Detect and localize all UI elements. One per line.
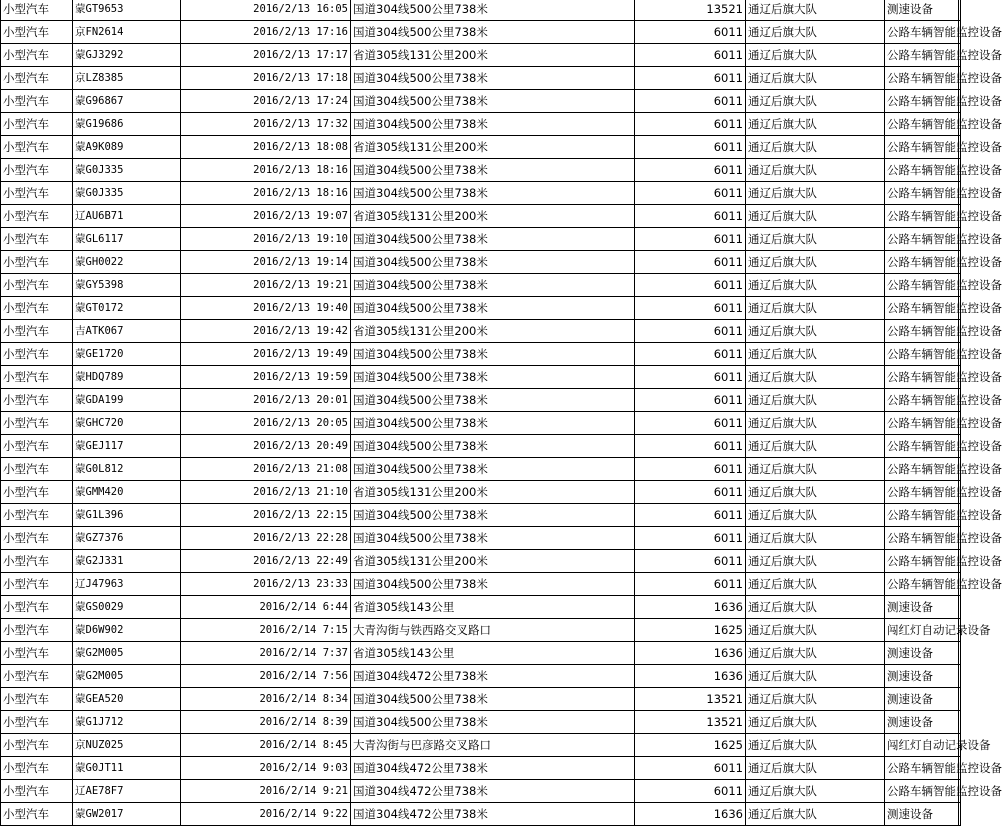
- violation-code-cell[interactable]: 6011: [635, 67, 746, 90]
- table-body: [1, 0, 1002, 826]
- table-row: [1, 527, 961, 550]
- violation-code-cell[interactable]: 6011: [635, 44, 746, 67]
- location-cell[interactable]: 国道304线500公里738米: [351, 458, 635, 481]
- violation-time-cell[interactable]: 2016/2/14 9:03: [181, 757, 351, 780]
- department-cell[interactable]: 通辽后旗大队: [746, 67, 885, 90]
- vehicle-type-cell[interactable]: 小型汽车: [1, 619, 73, 642]
- location-cell[interactable]: 省道305线131公里200米: [351, 136, 635, 159]
- location-cell[interactable]: 大青沟街与巴彦路交叉路口: [351, 734, 635, 757]
- location-cell[interactable]: 国道304线500公里738米: [351, 527, 635, 550]
- table-row: [1, 205, 961, 228]
- capture-device-cell[interactable]: 公路车辆智能监控设备: [885, 481, 959, 504]
- table-row: [1, 665, 961, 688]
- location-cell[interactable]: 省道305线143公里: [351, 596, 635, 619]
- location-cell[interactable]: 国道304线500公里738米: [351, 90, 635, 113]
- capture-device-cell[interactable]: 测速设备: [885, 0, 959, 21]
- location-cell[interactable]: 国道304线472公里738米: [351, 757, 635, 780]
- department-cell[interactable]: 通辽后旗大队: [746, 550, 885, 573]
- violation-code-cell[interactable]: 6011: [635, 228, 746, 251]
- violation-code-cell[interactable]: 6011: [635, 389, 746, 412]
- location-cell[interactable]: 国道304线500公里738米: [351, 343, 635, 366]
- capture-device-cell[interactable]: 测速设备: [885, 688, 959, 711]
- department-cell[interactable]: 通辽后旗大队: [746, 0, 885, 21]
- table-row: [1, 228, 961, 251]
- table-row: [1, 619, 961, 642]
- plate-number-cell[interactable]: 辽J47963: [73, 573, 181, 596]
- department-cell[interactable]: 通辽后旗大队: [746, 366, 885, 389]
- vehicle-type-cell[interactable]: 小型汽车: [1, 90, 73, 113]
- capture-device-cell[interactable]: 公路车辆智能监控设备: [885, 113, 959, 136]
- location-cell[interactable]: 省道305线131公里200米: [351, 205, 635, 228]
- vehicle-type-cell[interactable]: 小型汽车: [1, 343, 73, 366]
- violation-code-cell[interactable]: 1625: [635, 734, 746, 757]
- violation-code-cell[interactable]: 1636: [635, 665, 746, 688]
- capture-device-cell[interactable]: 测速设备: [885, 803, 959, 826]
- capture-device-cell[interactable]: 公路车辆智能监控设备: [885, 757, 959, 780]
- location-cell[interactable]: 省道305线131公里200米: [351, 44, 635, 67]
- violation-time-cell[interactable]: 2016/2/14 9:21: [181, 780, 351, 803]
- plate-number-cell[interactable]: 蒙G2J331: [73, 550, 181, 573]
- vehicle-type-cell[interactable]: 小型汽车: [1, 44, 73, 67]
- vehicle-type-cell[interactable]: 小型汽车: [1, 481, 73, 504]
- violation-time-cell[interactable]: 2016/2/13 19:10: [181, 228, 351, 251]
- capture-device-cell[interactable]: 公路车辆智能监控设备: [885, 159, 959, 182]
- table-row: [1, 550, 961, 573]
- plate-number-cell[interactable]: 京LZ8385: [73, 67, 181, 90]
- violation-time-cell[interactable]: 2016/2/14 7:37: [181, 642, 351, 665]
- violation-time-cell[interactable]: 2016/2/13 17:24: [181, 90, 351, 113]
- department-cell[interactable]: 通辽后旗大队: [746, 136, 885, 159]
- violation-time-cell[interactable]: 2016/2/13 22:28: [181, 527, 351, 550]
- violation-time-cell[interactable]: 2016/2/13 18:16: [181, 182, 351, 205]
- table-row: [1, 803, 961, 826]
- plate-number-cell[interactable]: 蒙GZ7376: [73, 527, 181, 550]
- department-cell[interactable]: 通辽后旗大队: [746, 573, 885, 596]
- vehicle-type-cell[interactable]: 小型汽车: [1, 113, 73, 136]
- plate-number-cell[interactable]: 蒙A9K089: [73, 136, 181, 159]
- location-cell[interactable]: 国道304线500公里738米: [351, 228, 635, 251]
- violation-time-cell[interactable]: 2016/2/13 19:21: [181, 274, 351, 297]
- department-cell[interactable]: 通辽后旗大队: [746, 205, 885, 228]
- location-cell[interactable]: 国道304线500公里738米: [351, 435, 635, 458]
- vehicle-type-cell[interactable]: 小型汽车: [1, 688, 73, 711]
- table-row: [1, 67, 961, 90]
- plate-number-cell[interactable]: 蒙G0J335: [73, 182, 181, 205]
- table-row: [1, 0, 961, 21]
- plate-number-cell[interactable]: 蒙GW2017: [73, 803, 181, 826]
- table-row: [1, 642, 961, 665]
- capture-device-cell[interactable]: 公路车辆智能监控设备: [885, 67, 959, 90]
- capture-device-cell[interactable]: 测速设备: [885, 596, 959, 619]
- plate-number-cell[interactable]: 蒙G1L396: [73, 504, 181, 527]
- department-cell[interactable]: 通辽后旗大队: [746, 481, 885, 504]
- capture-device-cell[interactable]: 公路车辆智能监控设备: [885, 90, 959, 113]
- violation-code-cell[interactable]: 6011: [635, 412, 746, 435]
- department-cell[interactable]: 通辽后旗大队: [746, 711, 885, 734]
- violation-time-cell[interactable]: 2016/2/13 19:42: [181, 320, 351, 343]
- table-row: [1, 389, 961, 412]
- capture-device-cell[interactable]: 公路车辆智能监控设备: [885, 435, 959, 458]
- table-row: [1, 297, 961, 320]
- violation-code-cell[interactable]: 1636: [635, 642, 746, 665]
- violation-time-cell[interactable]: 2016/2/13 16:05: [181, 0, 351, 21]
- table-row: [1, 44, 961, 67]
- plate-number-cell[interactable]: 蒙G0L812: [73, 458, 181, 481]
- vehicle-type-cell[interactable]: 小型汽车: [1, 412, 73, 435]
- department-cell[interactable]: 通辽后旗大队: [746, 343, 885, 366]
- capture-device-cell[interactable]: 测速设备: [885, 711, 959, 734]
- location-cell[interactable]: 国道304线500公里738米: [351, 688, 635, 711]
- plate-number-cell[interactable]: 蒙GHC720: [73, 412, 181, 435]
- table-row: [1, 458, 961, 481]
- location-cell[interactable]: 国道304线500公里738米: [351, 389, 635, 412]
- vehicle-type-cell[interactable]: 小型汽车: [1, 136, 73, 159]
- violation-time-cell[interactable]: 2016/2/14 8:34: [181, 688, 351, 711]
- vehicle-type-cell[interactable]: 小型汽车: [1, 0, 73, 21]
- department-cell[interactable]: 通辽后旗大队: [746, 228, 885, 251]
- vehicle-type-cell[interactable]: 小型汽车: [1, 458, 73, 481]
- plate-number-cell[interactable]: 蒙GEJ117: [73, 435, 181, 458]
- violation-code-cell[interactable]: 1636: [635, 596, 746, 619]
- table-row: [1, 504, 961, 527]
- vehicle-type-cell[interactable]: 小型汽车: [1, 320, 73, 343]
- violation-code-cell[interactable]: 6011: [635, 113, 746, 136]
- violation-time-cell[interactable]: 2016/2/14 8:45: [181, 734, 351, 757]
- violation-time-cell[interactable]: 2016/2/13 20:01: [181, 389, 351, 412]
- vehicle-type-cell[interactable]: 小型汽车: [1, 251, 73, 274]
- table-row: [1, 711, 961, 734]
- location-cell[interactable]: 国道304线500公里738米: [351, 67, 635, 90]
- vehicle-type-cell[interactable]: 小型汽车: [1, 642, 73, 665]
- violation-time-cell[interactable]: 2016/2/14 6:44: [181, 596, 351, 619]
- violation-code-cell[interactable]: 6011: [635, 182, 746, 205]
- violation-code-cell[interactable]: 13521: [635, 0, 746, 21]
- table-row: [1, 481, 961, 504]
- vehicle-type-cell[interactable]: 小型汽车: [1, 504, 73, 527]
- vehicle-type-cell[interactable]: 小型汽车: [1, 573, 73, 596]
- location-cell[interactable]: 国道304线472公里738米: [351, 665, 635, 688]
- violation-code-cell[interactable]: 13521: [635, 688, 746, 711]
- violation-code-cell[interactable]: 6011: [635, 527, 746, 550]
- capture-device-cell[interactable]: 公路车辆智能监控设备: [885, 504, 959, 527]
- vehicle-type-cell[interactable]: 小型汽车: [1, 527, 73, 550]
- location-cell[interactable]: 国道304线500公里738米: [351, 274, 635, 297]
- table-row: [1, 780, 961, 803]
- department-cell[interactable]: 通辽后旗大队: [746, 803, 885, 826]
- table-row: [1, 688, 961, 711]
- location-cell[interactable]: 国道304线500公里738米: [351, 182, 635, 205]
- violation-code-cell[interactable]: 6011: [635, 274, 746, 297]
- plate-number-cell[interactable]: 蒙G2M005: [73, 642, 181, 665]
- capture-device-cell[interactable]: 公路车辆智能监控设备: [885, 343, 959, 366]
- location-cell[interactable]: 国道304线500公里738米: [351, 504, 635, 527]
- violation-code-cell[interactable]: 6011: [635, 251, 746, 274]
- table-row: [1, 757, 961, 780]
- capture-device-cell[interactable]: 公路车辆智能监控设备: [885, 527, 959, 550]
- location-cell[interactable]: 国道304线500公里738米: [351, 297, 635, 320]
- department-cell[interactable]: 通辽后旗大队: [746, 665, 885, 688]
- department-cell[interactable]: 通辽后旗大队: [746, 458, 885, 481]
- violation-code-cell[interactable]: 13521: [635, 711, 746, 734]
- vehicle-type-cell[interactable]: 小型汽车: [1, 159, 73, 182]
- location-cell[interactable]: 国道304线500公里738米: [351, 573, 635, 596]
- capture-device-cell[interactable]: 公路车辆智能监控设备: [885, 550, 959, 573]
- plate-number-cell[interactable]: 吉ATK067: [73, 320, 181, 343]
- plate-number-cell[interactable]: 蒙G2M005: [73, 665, 181, 688]
- location-cell[interactable]: 省道305线131公里200米: [351, 481, 635, 504]
- department-cell[interactable]: 通辽后旗大队: [746, 159, 885, 182]
- violation-code-cell[interactable]: 6011: [635, 297, 746, 320]
- fine-amount-cell[interactable]: [959, 0, 961, 21]
- table-row: [1, 343, 961, 366]
- violation-code-cell[interactable]: 1636: [635, 803, 746, 826]
- vehicle-type-cell[interactable]: 小型汽车: [1, 389, 73, 412]
- capture-device-cell[interactable]: 公路车辆智能监控设备: [885, 205, 959, 228]
- department-cell[interactable]: 通辽后旗大队: [746, 389, 885, 412]
- department-cell[interactable]: 通辽后旗大队: [746, 412, 885, 435]
- location-cell[interactable]: 大青沟街与铁西路交叉路口: [351, 619, 635, 642]
- capture-device-cell[interactable]: 公路车辆智能监控设备: [885, 458, 959, 481]
- violation-time-cell[interactable]: 2016/2/13 19:40: [181, 297, 351, 320]
- vehicle-type-cell[interactable]: 小型汽车: [1, 182, 73, 205]
- plate-number-cell[interactable]: 蒙GY5398: [73, 274, 181, 297]
- fine-amount-cell[interactable]: [959, 711, 961, 734]
- fine-amount-cell[interactable]: [959, 688, 961, 711]
- location-cell[interactable]: 国道304线500公里738米: [351, 0, 635, 21]
- violation-time-cell[interactable]: 2016/2/13 18:08: [181, 136, 351, 159]
- table-row: [1, 366, 961, 389]
- department-cell[interactable]: 通辽后旗大队: [746, 504, 885, 527]
- vehicle-type-cell[interactable]: 小型汽车: [1, 803, 73, 826]
- department-cell[interactable]: 通辽后旗大队: [746, 596, 885, 619]
- violation-code-cell[interactable]: 6011: [635, 320, 746, 343]
- capture-device-cell[interactable]: 公路车辆智能监控设备: [885, 412, 959, 435]
- department-cell[interactable]: 通辽后旗大队: [746, 297, 885, 320]
- violation-time-cell[interactable]: 2016/2/13 21:08: [181, 458, 351, 481]
- vehicle-type-cell[interactable]: 小型汽车: [1, 435, 73, 458]
- location-cell[interactable]: 国道304线500公里738米: [351, 412, 635, 435]
- table-row: [1, 182, 961, 205]
- capture-device-cell[interactable]: 公路车辆智能监控设备: [885, 274, 959, 297]
- vehicle-type-cell[interactable]: 小型汽车: [1, 228, 73, 251]
- plate-number-cell[interactable]: 蒙GDA199: [73, 389, 181, 412]
- vehicle-type-cell[interactable]: 小型汽车: [1, 366, 73, 389]
- table-row: [1, 573, 961, 596]
- violation-time-cell[interactable]: 2016/2/13 23:33: [181, 573, 351, 596]
- location-cell[interactable]: 国道304线500公里738米: [351, 711, 635, 734]
- capture-device-cell[interactable]: 公路车辆智能监控设备: [885, 366, 959, 389]
- table-row: [1, 136, 961, 159]
- violation-code-cell[interactable]: 6011: [635, 205, 746, 228]
- table-row: [1, 435, 961, 458]
- location-cell[interactable]: 国道304线500公里738米: [351, 113, 635, 136]
- capture-device-cell[interactable]: 公路车辆智能监控设备: [885, 297, 959, 320]
- table-row: [1, 159, 961, 182]
- table-row: [1, 734, 961, 757]
- plate-number-cell[interactable]: 蒙G19686: [73, 113, 181, 136]
- plate-number-cell[interactable]: 蒙GT0172: [73, 297, 181, 320]
- plate-number-cell[interactable]: 蒙G0JT11: [73, 757, 181, 780]
- plate-number-cell[interactable]: 辽AE78F7: [73, 780, 181, 803]
- table-row: [1, 251, 961, 274]
- vehicle-type-cell[interactable]: 小型汽车: [1, 21, 73, 44]
- violation-code-cell[interactable]: 6011: [635, 90, 746, 113]
- capture-device-cell[interactable]: 公路车辆智能监控设备: [885, 320, 959, 343]
- table-row: [1, 113, 961, 136]
- plate-number-cell[interactable]: 蒙G1J712: [73, 711, 181, 734]
- violation-time-cell[interactable]: 2016/2/14 7:15: [181, 619, 351, 642]
- plate-number-cell[interactable]: 蒙D6W902: [73, 619, 181, 642]
- violation-code-cell[interactable]: 6011: [635, 136, 746, 159]
- department-cell[interactable]: 通辽后旗大队: [746, 44, 885, 67]
- capture-device-cell[interactable]: 测速设备: [885, 665, 959, 688]
- department-cell[interactable]: 通辽后旗大队: [746, 90, 885, 113]
- fine-amount-cell[interactable]: [959, 665, 961, 688]
- plate-number-cell[interactable]: 蒙GEA520: [73, 688, 181, 711]
- violation-code-cell[interactable]: 6011: [635, 780, 746, 803]
- capture-device-cell[interactable]: 公路车辆智能监控设备: [885, 389, 959, 412]
- capture-device-cell[interactable]: 测速设备: [885, 642, 959, 665]
- violation-time-cell[interactable]: 2016/2/13 17:16: [181, 21, 351, 44]
- violation-time-cell[interactable]: 2016/2/13 17:18: [181, 67, 351, 90]
- fine-amount-cell[interactable]: [959, 596, 961, 619]
- vehicle-type-cell[interactable]: 小型汽车: [1, 757, 73, 780]
- capture-device-cell[interactable]: 公路车辆智能监控设备: [885, 251, 959, 274]
- plate-number-cell[interactable]: 蒙GS0029: [73, 596, 181, 619]
- plate-number-cell[interactable]: 蒙GMM420: [73, 481, 181, 504]
- capture-device-cell[interactable]: 公路车辆智能监控设备: [885, 44, 959, 67]
- vehicle-type-cell[interactable]: 小型汽车: [1, 274, 73, 297]
- location-cell[interactable]: 国道304线472公里738米: [351, 803, 635, 826]
- violation-time-cell[interactable]: 2016/2/13 20:05: [181, 412, 351, 435]
- violation-time-cell[interactable]: 2016/2/13 17:17: [181, 44, 351, 67]
- plate-number-cell[interactable]: 蒙GE1720: [73, 343, 181, 366]
- capture-device-cell[interactable]: 公路车辆智能监控设备: [885, 780, 959, 803]
- location-cell[interactable]: 国道304线500公里738米: [351, 366, 635, 389]
- violation-time-cell[interactable]: 2016/2/13 17:32: [181, 113, 351, 136]
- plate-number-cell[interactable]: 蒙G96867: [73, 90, 181, 113]
- violation-time-cell[interactable]: 2016/2/13 21:10: [181, 481, 351, 504]
- location-cell[interactable]: 省道305线143公里: [351, 642, 635, 665]
- department-cell[interactable]: 通辽后旗大队: [746, 113, 885, 136]
- violation-code-cell[interactable]: 6011: [635, 435, 746, 458]
- department-cell[interactable]: 通辽后旗大队: [746, 320, 885, 343]
- department-cell[interactable]: 通辽后旗大队: [746, 527, 885, 550]
- vehicle-type-cell[interactable]: 小型汽车: [1, 205, 73, 228]
- location-cell[interactable]: 省道305线131公里200米: [351, 550, 635, 573]
- department-cell[interactable]: 通辽后旗大队: [746, 251, 885, 274]
- vehicle-type-cell[interactable]: 小型汽车: [1, 550, 73, 573]
- violation-time-cell[interactable]: 2016/2/14 8:39: [181, 711, 351, 734]
- plate-number-cell[interactable]: 蒙GJ3292: [73, 44, 181, 67]
- capture-device-cell[interactable]: 公路车辆智能监控设备: [885, 573, 959, 596]
- vehicle-type-cell[interactable]: 小型汽车: [1, 780, 73, 803]
- violation-code-cell[interactable]: 6011: [635, 757, 746, 780]
- table-row: [1, 21, 961, 44]
- capture-device-cell[interactable]: 公路车辆智能监控设备: [885, 136, 959, 159]
- violation-time-cell[interactable]: 2016/2/13 19:49: [181, 343, 351, 366]
- plate-number-cell[interactable]: 蒙GT9653: [73, 0, 181, 21]
- table-row: [1, 596, 961, 619]
- violation-time-cell[interactable]: 2016/2/13 22:49: [181, 550, 351, 573]
- capture-device-cell[interactable]: 公路车辆智能监控设备: [885, 228, 959, 251]
- department-cell[interactable]: 通辽后旗大队: [746, 734, 885, 757]
- plate-number-cell[interactable]: 京NUZ025: [73, 734, 181, 757]
- department-cell[interactable]: 通辽后旗大队: [746, 182, 885, 205]
- location-cell[interactable]: 国道304线500公里738米: [351, 21, 635, 44]
- capture-device-cell[interactable]: 闯红灯自动记录设备: [885, 734, 959, 757]
- department-cell[interactable]: 通辽后旗大队: [746, 619, 885, 642]
- department-cell[interactable]: 通辽后旗大队: [746, 274, 885, 297]
- department-cell[interactable]: 通辽后旗大队: [746, 757, 885, 780]
- violation-code-cell[interactable]: 6011: [635, 21, 746, 44]
- violation-code-cell[interactable]: 6011: [635, 458, 746, 481]
- plate-number-cell[interactable]: 辽AU6B71: [73, 205, 181, 228]
- location-cell[interactable]: 国道304线500公里738米: [351, 251, 635, 274]
- violation-code-cell[interactable]: 6011: [635, 481, 746, 504]
- plate-number-cell[interactable]: 蒙HDQ789: [73, 366, 181, 389]
- plate-number-cell[interactable]: 蒙G0J335: [73, 159, 181, 182]
- location-cell[interactable]: 省道305线131公里200米: [351, 320, 635, 343]
- vehicle-type-cell[interactable]: 小型汽车: [1, 665, 73, 688]
- violation-code-cell[interactable]: 6011: [635, 343, 746, 366]
- department-cell[interactable]: 通辽后旗大队: [746, 21, 885, 44]
- table-row: [1, 412, 961, 435]
- table-row: [1, 274, 961, 297]
- location-cell[interactable]: 国道304线500公里738米: [351, 159, 635, 182]
- department-cell[interactable]: 通辽后旗大队: [746, 642, 885, 665]
- vehicle-type-cell[interactable]: 小型汽车: [1, 711, 73, 734]
- violation-time-cell[interactable]: 2016/2/13 19:07: [181, 205, 351, 228]
- capture-device-cell[interactable]: 闯红灯自动记录设备: [885, 619, 959, 642]
- violation-time-cell[interactable]: 2016/2/13 19:59: [181, 366, 351, 389]
- violation-code-cell[interactable]: 6011: [635, 366, 746, 389]
- vehicle-type-cell[interactable]: 小型汽车: [1, 67, 73, 90]
- violation-time-cell[interactable]: 2016/2/13 22:15: [181, 504, 351, 527]
- location-cell[interactable]: 国道304线472公里738米: [351, 780, 635, 803]
- table-row: [1, 320, 961, 343]
- vehicle-type-cell[interactable]: 小型汽车: [1, 297, 73, 320]
- department-cell[interactable]: 通辽后旗大队: [746, 688, 885, 711]
- plate-number-cell[interactable]: 蒙GH0022: [73, 251, 181, 274]
- fine-amount-cell[interactable]: [959, 803, 961, 826]
- violation-time-cell[interactable]: 2016/2/13 20:49: [181, 435, 351, 458]
- violation-time-cell[interactable]: 2016/2/13 19:14: [181, 251, 351, 274]
- vehicle-type-cell[interactable]: 小型汽车: [1, 596, 73, 619]
- violation-code-cell[interactable]: 6011: [635, 550, 746, 573]
- department-cell[interactable]: 通辽后旗大队: [746, 780, 885, 803]
- violation-time-cell[interactable]: 2016/2/14 7:56: [181, 665, 351, 688]
- capture-device-cell[interactable]: 公路车辆智能监控设备: [885, 21, 959, 44]
- violation-code-cell[interactable]: 6011: [635, 573, 746, 596]
- table-row: [1, 90, 961, 113]
- department-cell[interactable]: 通辽后旗大队: [746, 435, 885, 458]
- plate-number-cell[interactable]: 京FN2614: [73, 21, 181, 44]
- violation-code-cell[interactable]: 6011: [635, 159, 746, 182]
- fine-amount-cell[interactable]: [959, 642, 961, 665]
- violation-time-cell[interactable]: 2016/2/14 9:22: [181, 803, 351, 826]
- plate-number-cell[interactable]: 蒙GL6117: [73, 228, 181, 251]
- violation-code-cell[interactable]: 1625: [635, 619, 746, 642]
- capture-device-cell[interactable]: 公路车辆智能监控设备: [885, 182, 959, 205]
- violation-code-cell[interactable]: 6011: [635, 504, 746, 527]
- vehicle-type-cell[interactable]: 小型汽车: [1, 734, 73, 757]
- violation-time-cell[interactable]: 2016/2/13 18:16: [181, 159, 351, 182]
